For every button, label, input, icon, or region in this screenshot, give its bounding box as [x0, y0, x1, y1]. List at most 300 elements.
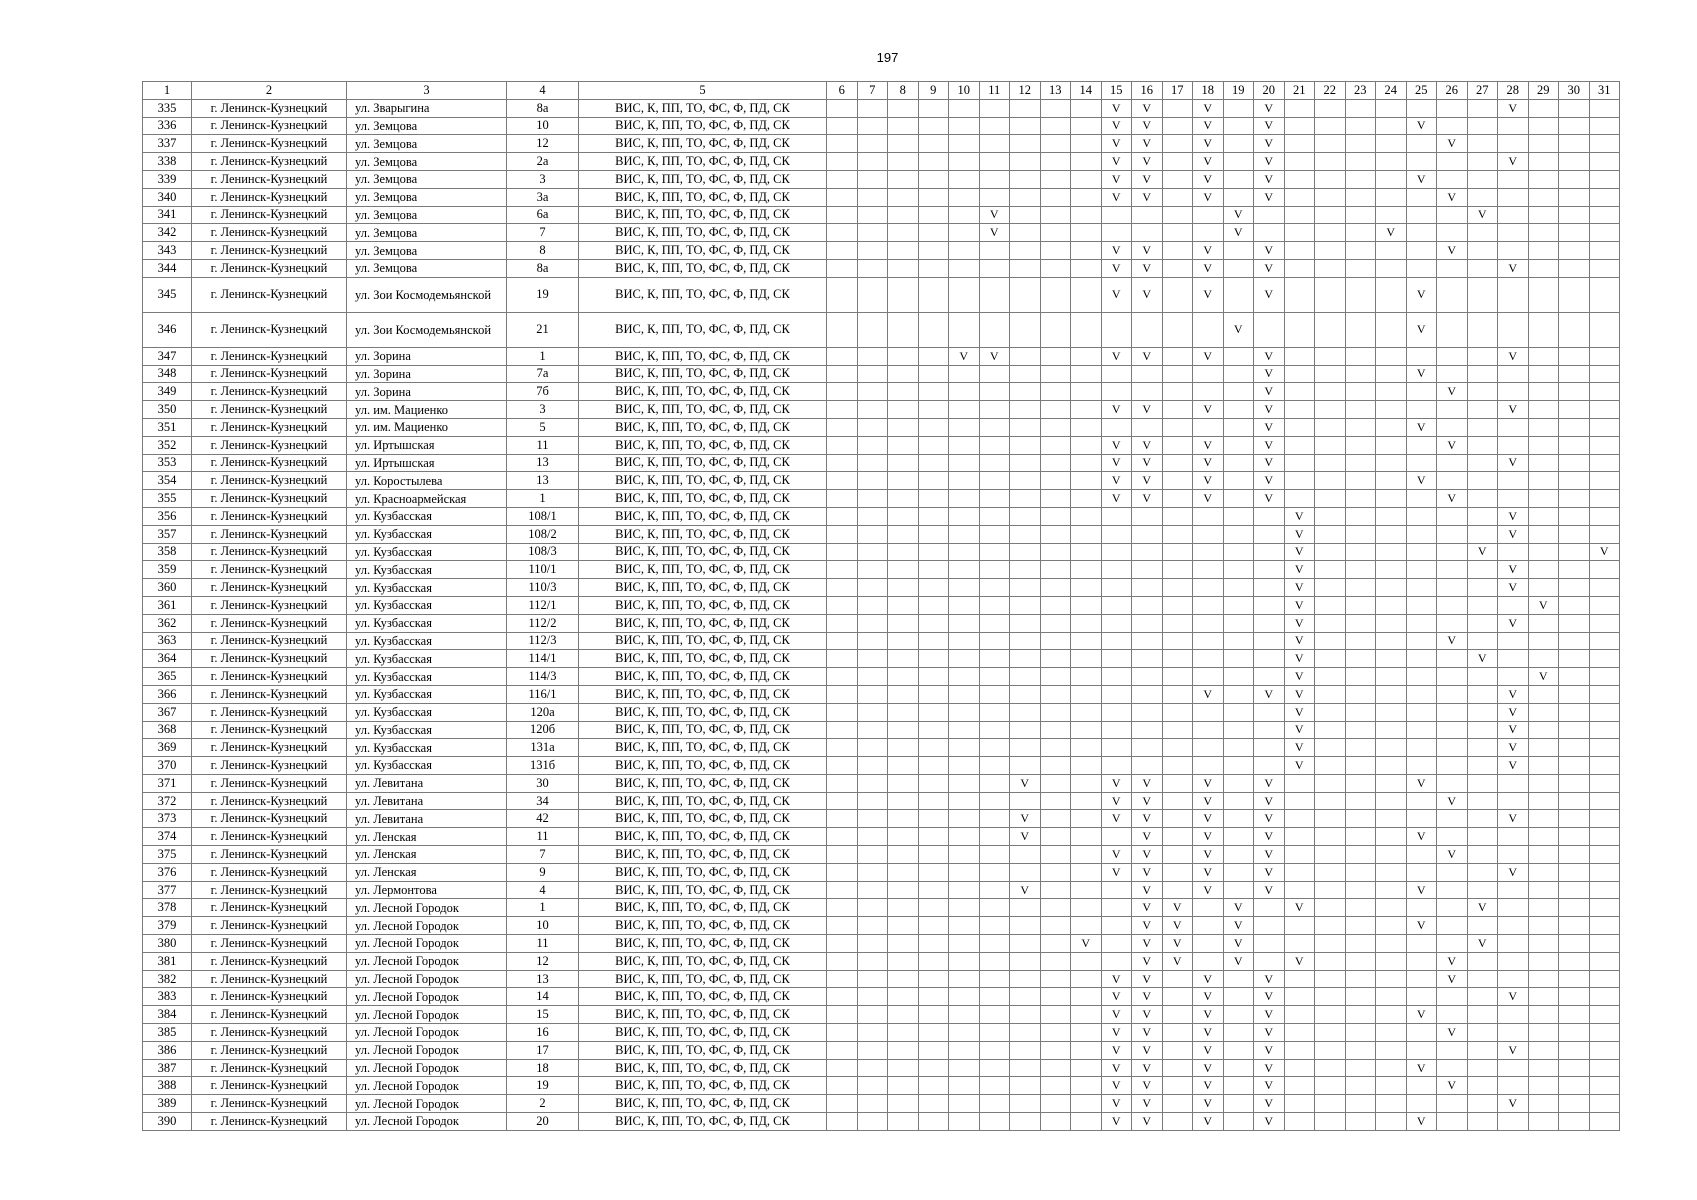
- table-row: [143, 153, 1620, 171]
- mark-cell-21: [1284, 1113, 1315, 1131]
- row-number-cell: 366: [143, 685, 192, 703]
- mark-cell-13: [1040, 242, 1071, 260]
- mark-cell-21: [1284, 881, 1315, 899]
- mark-cell-8: [888, 579, 919, 597]
- mark-cell-13: [1040, 135, 1071, 153]
- row-number-cell: 373: [143, 810, 192, 828]
- mark-cell-14: [1071, 99, 1102, 117]
- mark-cell-26: [1437, 614, 1468, 632]
- mark-cell-22: [1315, 1041, 1346, 1059]
- mark-cell-29: [1528, 365, 1559, 383]
- city-cell: г. Ленинск-Кузнецкий: [192, 774, 347, 792]
- mark-cell-21: [1284, 153, 1315, 171]
- mark-cell-27: [1467, 436, 1498, 454]
- mark-cell-16: V: [1132, 1113, 1163, 1131]
- mark-cell-15: [1101, 579, 1132, 597]
- mark-cell-20: V: [1254, 277, 1285, 312]
- mark-cell-31: [1589, 472, 1620, 490]
- mark-cell-16: V: [1132, 792, 1163, 810]
- mark-cell-20: [1254, 703, 1285, 721]
- mark-cell-9: [918, 810, 949, 828]
- mark-cell-29: [1528, 472, 1559, 490]
- mark-cell-23: [1345, 579, 1376, 597]
- mark-cell-24: V: [1376, 224, 1407, 242]
- works-cell: ВИС, К, ПП, ТО, ФС, Ф, ПД, СК: [579, 988, 827, 1006]
- mark-cell-25: [1406, 1095, 1437, 1113]
- works-cell: ВИС, К, ПП, ТО, ФС, Ф, ПД, СК: [579, 170, 827, 188]
- mark-cell-10: [949, 757, 980, 775]
- table-row: [143, 507, 1620, 525]
- mark-cell-18: V: [1193, 881, 1224, 899]
- mark-cell-19: [1223, 739, 1254, 757]
- mark-cell-22: [1315, 472, 1346, 490]
- mark-cell-15: V: [1101, 347, 1132, 365]
- table-row: [143, 1006, 1620, 1024]
- mark-cell-27: [1467, 846, 1498, 864]
- mark-cell-11: [979, 418, 1010, 436]
- header-row: [143, 82, 1620, 100]
- mark-cell-30: [1559, 1059, 1590, 1077]
- mark-cell-20: [1254, 739, 1285, 757]
- mark-cell-20: V: [1254, 135, 1285, 153]
- city-cell: г. Ленинск-Кузнецкий: [192, 1041, 347, 1059]
- mark-cell-29: [1528, 561, 1559, 579]
- mark-cell-15: V: [1101, 242, 1132, 260]
- city-cell: г. Ленинск-Кузнецкий: [192, 507, 347, 525]
- mark-cell-27: [1467, 721, 1498, 739]
- mark-cell-27: [1467, 632, 1498, 650]
- mark-cell-18: V: [1193, 1113, 1224, 1131]
- mark-cell-10: [949, 561, 980, 579]
- house-number-cell: 12: [507, 952, 579, 970]
- mark-cell-10: [949, 117, 980, 135]
- mark-cell-27: [1467, 668, 1498, 686]
- mark-cell-24: [1376, 721, 1407, 739]
- house-number-cell: 15: [507, 1006, 579, 1024]
- mark-cell-18: [1193, 312, 1224, 347]
- mark-cell-6: [827, 277, 858, 312]
- mark-cell-22: [1315, 242, 1346, 260]
- mark-cell-11: [979, 881, 1010, 899]
- mark-cell-9: [918, 721, 949, 739]
- mark-cell-23: [1345, 632, 1376, 650]
- street-cell: ул. Лесной Городок: [347, 1113, 507, 1131]
- mark-cell-31: [1589, 917, 1620, 935]
- mark-cell-27: [1467, 365, 1498, 383]
- mark-cell-12: [1010, 1095, 1041, 1113]
- mark-cell-24: [1376, 454, 1407, 472]
- mark-cell-29: [1528, 703, 1559, 721]
- mark-cell-27: [1467, 792, 1498, 810]
- mark-cell-8: [888, 561, 919, 579]
- mark-cell-24: [1376, 490, 1407, 508]
- mark-cell-12: [1010, 259, 1041, 277]
- mark-cell-22: [1315, 1024, 1346, 1042]
- mark-cell-27: [1467, 347, 1498, 365]
- mark-cell-22: [1315, 561, 1346, 579]
- mark-cell-28: [1498, 650, 1529, 668]
- mark-cell-7: [857, 757, 888, 775]
- mark-cell-22: [1315, 312, 1346, 347]
- mark-cell-22: [1315, 828, 1346, 846]
- mark-cell-10: [949, 472, 980, 490]
- table-row: [143, 685, 1620, 703]
- mark-cell-25: [1406, 561, 1437, 579]
- mark-cell-12: [1010, 1059, 1041, 1077]
- mark-cell-11: [979, 774, 1010, 792]
- mark-cell-23: [1345, 828, 1376, 846]
- mark-cell-16: [1132, 668, 1163, 686]
- mark-cell-14: [1071, 242, 1102, 260]
- mark-cell-18: V: [1193, 846, 1224, 864]
- mark-cell-24: [1376, 507, 1407, 525]
- house-number-cell: 5: [507, 418, 579, 436]
- mark-cell-13: [1040, 436, 1071, 454]
- mark-cell-15: V: [1101, 277, 1132, 312]
- works-cell: ВИС, К, ПП, ТО, ФС, Ф, ПД, СК: [579, 365, 827, 383]
- mark-cell-22: [1315, 188, 1346, 206]
- mark-cell-20: V: [1254, 863, 1285, 881]
- mark-cell-12: [1010, 1006, 1041, 1024]
- mark-cell-7: [857, 881, 888, 899]
- mark-cell-28: [1498, 970, 1529, 988]
- mark-cell-24: [1376, 436, 1407, 454]
- house-number-cell: 10: [507, 917, 579, 935]
- mark-cell-31: [1589, 507, 1620, 525]
- mark-cell-31: [1589, 757, 1620, 775]
- row-number-cell: 372: [143, 792, 192, 810]
- mark-cell-18: V: [1193, 436, 1224, 454]
- mark-cell-27: [1467, 188, 1498, 206]
- street-cell: ул. Кузбасская: [347, 561, 507, 579]
- mark-cell-28: [1498, 188, 1529, 206]
- mark-cell-22: [1315, 490, 1346, 508]
- mark-cell-11: [979, 1095, 1010, 1113]
- mark-cell-18: V: [1193, 99, 1224, 117]
- table-row: [143, 810, 1620, 828]
- table-row: [143, 1041, 1620, 1059]
- mark-cell-31: [1589, 614, 1620, 632]
- mark-cell-26: [1437, 401, 1468, 419]
- mark-cell-7: [857, 401, 888, 419]
- mark-cell-10: [949, 774, 980, 792]
- mark-cell-27: [1467, 952, 1498, 970]
- mark-cell-8: [888, 650, 919, 668]
- mark-cell-28: V: [1498, 579, 1529, 597]
- mark-cell-29: [1528, 543, 1559, 561]
- mark-cell-29: [1528, 739, 1559, 757]
- mark-cell-9: [918, 792, 949, 810]
- mark-cell-15: [1101, 757, 1132, 775]
- street-cell: ул. Земцова: [347, 224, 507, 242]
- street-cell: ул. Земцова: [347, 259, 507, 277]
- column-header: 9: [918, 82, 949, 100]
- mark-cell-25: [1406, 650, 1437, 668]
- mark-cell-16: V: [1132, 1059, 1163, 1077]
- mark-cell-28: [1498, 1077, 1529, 1095]
- mark-cell-27: [1467, 170, 1498, 188]
- table-row: [143, 259, 1620, 277]
- mark-cell-31: [1589, 347, 1620, 365]
- mark-cell-18: V: [1193, 401, 1224, 419]
- mark-cell-7: [857, 135, 888, 153]
- mark-cell-10: [949, 277, 980, 312]
- mark-cell-22: [1315, 685, 1346, 703]
- mark-cell-27: [1467, 685, 1498, 703]
- works-cell: ВИС, К, ПП, ТО, ФС, Ф, ПД, СК: [579, 490, 827, 508]
- mark-cell-26: [1437, 1041, 1468, 1059]
- mark-cell-28: [1498, 543, 1529, 561]
- mark-cell-6: [827, 490, 858, 508]
- mark-cell-25: V: [1406, 365, 1437, 383]
- mark-cell-26: [1437, 1059, 1468, 1077]
- mark-cell-22: [1315, 418, 1346, 436]
- mark-cell-16: V: [1132, 881, 1163, 899]
- mark-cell-6: [827, 810, 858, 828]
- mark-cell-16: [1132, 418, 1163, 436]
- mark-cell-13: [1040, 383, 1071, 401]
- mark-cell-18: [1193, 614, 1224, 632]
- mark-cell-8: [888, 1059, 919, 1077]
- mark-cell-16: [1132, 632, 1163, 650]
- column-header: 4: [507, 82, 579, 100]
- mark-cell-19: [1223, 863, 1254, 881]
- mark-cell-25: [1406, 579, 1437, 597]
- mark-cell-20: V: [1254, 472, 1285, 490]
- mark-cell-20: V: [1254, 170, 1285, 188]
- mark-cell-29: [1528, 685, 1559, 703]
- mark-cell-31: [1589, 561, 1620, 579]
- row-number-cell: 379: [143, 917, 192, 935]
- mark-cell-9: [918, 472, 949, 490]
- mark-cell-31: [1589, 365, 1620, 383]
- mark-cell-30: [1559, 685, 1590, 703]
- mark-cell-8: [888, 259, 919, 277]
- mark-cell-26: [1437, 1006, 1468, 1024]
- mark-cell-25: V: [1406, 312, 1437, 347]
- mark-cell-11: [979, 917, 1010, 935]
- mark-cell-21: [1284, 206, 1315, 224]
- works-cell: ВИС, К, ПП, ТО, ФС, Ф, ПД, СК: [579, 703, 827, 721]
- mark-cell-14: [1071, 454, 1102, 472]
- mark-cell-30: [1559, 347, 1590, 365]
- column-header: 17: [1162, 82, 1193, 100]
- mark-cell-30: [1559, 525, 1590, 543]
- mark-cell-9: [918, 774, 949, 792]
- mark-cell-15: V: [1101, 863, 1132, 881]
- mark-cell-27: [1467, 401, 1498, 419]
- mark-cell-29: [1528, 436, 1559, 454]
- mark-cell-30: [1559, 401, 1590, 419]
- mark-cell-21: V: [1284, 614, 1315, 632]
- mark-cell-10: [949, 1095, 980, 1113]
- mark-cell-31: [1589, 792, 1620, 810]
- mark-cell-31: [1589, 988, 1620, 1006]
- mark-cell-8: [888, 685, 919, 703]
- mark-cell-18: V: [1193, 117, 1224, 135]
- mark-cell-19: [1223, 846, 1254, 864]
- mark-cell-17: [1162, 650, 1193, 668]
- mark-cell-6: [827, 1006, 858, 1024]
- mark-cell-14: [1071, 596, 1102, 614]
- mark-cell-12: [1010, 543, 1041, 561]
- mark-cell-18: V: [1193, 454, 1224, 472]
- mark-cell-24: [1376, 188, 1407, 206]
- mark-cell-23: [1345, 170, 1376, 188]
- row-number-cell: 352: [143, 436, 192, 454]
- table-row: [143, 828, 1620, 846]
- mark-cell-27: V: [1467, 206, 1498, 224]
- mark-cell-23: [1345, 757, 1376, 775]
- mark-cell-14: [1071, 561, 1102, 579]
- mark-cell-14: [1071, 206, 1102, 224]
- mark-cell-11: [979, 1113, 1010, 1131]
- table-row: [143, 277, 1620, 312]
- mark-cell-15: V: [1101, 188, 1132, 206]
- mark-cell-31: [1589, 970, 1620, 988]
- mark-cell-29: [1528, 863, 1559, 881]
- house-number-cell: 1: [507, 899, 579, 917]
- mark-cell-9: [918, 543, 949, 561]
- mark-cell-25: [1406, 632, 1437, 650]
- mark-cell-30: [1559, 1006, 1590, 1024]
- street-cell: ул. Кузбасская: [347, 650, 507, 668]
- row-number-cell: 340: [143, 188, 192, 206]
- mark-cell-11: [979, 828, 1010, 846]
- mark-cell-19: [1223, 153, 1254, 171]
- mark-cell-7: [857, 596, 888, 614]
- mark-cell-17: [1162, 1024, 1193, 1042]
- mark-cell-15: V: [1101, 117, 1132, 135]
- mark-cell-12: [1010, 507, 1041, 525]
- row-number-cell: 341: [143, 206, 192, 224]
- column-header: 22: [1315, 82, 1346, 100]
- works-cell: ВИС, К, ПП, ТО, ФС, Ф, ПД, СК: [579, 614, 827, 632]
- street-cell: ул. Левитана: [347, 792, 507, 810]
- mark-cell-30: [1559, 117, 1590, 135]
- table-row: [143, 365, 1620, 383]
- mark-cell-19: [1223, 543, 1254, 561]
- mark-cell-11: [979, 259, 1010, 277]
- mark-cell-31: [1589, 881, 1620, 899]
- table-row: [143, 703, 1620, 721]
- mark-cell-23: [1345, 846, 1376, 864]
- house-number-cell: 131б: [507, 757, 579, 775]
- works-cell: ВИС, К, ПП, ТО, ФС, Ф, ПД, СК: [579, 507, 827, 525]
- mark-cell-10: [949, 224, 980, 242]
- mark-cell-29: [1528, 507, 1559, 525]
- city-cell: г. Ленинск-Кузнецкий: [192, 347, 347, 365]
- row-number-cell: 345: [143, 277, 192, 312]
- mark-cell-21: V: [1284, 899, 1315, 917]
- mark-cell-15: V: [1101, 810, 1132, 828]
- row-number-cell: 380: [143, 935, 192, 953]
- mark-cell-10: [949, 525, 980, 543]
- row-number-cell: 338: [143, 153, 192, 171]
- page-number: 197: [876, 50, 899, 65]
- mark-cell-22: [1315, 347, 1346, 365]
- street-cell: ул. Кузбасская: [347, 579, 507, 597]
- mark-cell-11: [979, 685, 1010, 703]
- city-cell: г. Ленинск-Кузнецкий: [192, 739, 347, 757]
- mark-cell-30: [1559, 881, 1590, 899]
- mark-cell-31: [1589, 224, 1620, 242]
- mark-cell-6: [827, 418, 858, 436]
- mark-cell-16: [1132, 543, 1163, 561]
- mark-cell-7: [857, 1024, 888, 1042]
- mark-cell-18: [1193, 418, 1224, 436]
- mark-cell-10: [949, 721, 980, 739]
- mark-cell-10: [949, 899, 980, 917]
- city-cell: г. Ленинск-Кузнецкий: [192, 99, 347, 117]
- mark-cell-9: [918, 401, 949, 419]
- mark-cell-24: [1376, 792, 1407, 810]
- works-cell: ВИС, К, ПП, ТО, ФС, Ф, ПД, СК: [579, 454, 827, 472]
- mark-cell-13: [1040, 188, 1071, 206]
- mark-cell-30: [1559, 1024, 1590, 1042]
- mark-cell-14: [1071, 117, 1102, 135]
- mark-cell-16: V: [1132, 99, 1163, 117]
- mark-cell-21: [1284, 242, 1315, 260]
- house-number-cell: 16: [507, 1024, 579, 1042]
- city-cell: г. Ленинск-Кузнецкий: [192, 668, 347, 686]
- mark-cell-15: V: [1101, 988, 1132, 1006]
- mark-cell-21: [1284, 224, 1315, 242]
- mark-cell-12: [1010, 490, 1041, 508]
- mark-cell-8: [888, 507, 919, 525]
- mark-cell-24: [1376, 365, 1407, 383]
- mark-cell-17: [1162, 347, 1193, 365]
- mark-cell-29: V: [1528, 668, 1559, 686]
- mark-cell-22: [1315, 277, 1346, 312]
- mark-cell-8: [888, 454, 919, 472]
- mark-cell-28: V: [1498, 454, 1529, 472]
- mark-cell-9: [918, 632, 949, 650]
- table-row: [143, 436, 1620, 454]
- works-cell: ВИС, К, ПП, ТО, ФС, Ф, ПД, СК: [579, 224, 827, 242]
- mark-cell-20: V: [1254, 153, 1285, 171]
- row-number-cell: 381: [143, 952, 192, 970]
- house-number-cell: 120а: [507, 703, 579, 721]
- mark-cell-16: V: [1132, 135, 1163, 153]
- mark-cell-27: [1467, 99, 1498, 117]
- house-number-cell: 7б: [507, 383, 579, 401]
- mark-cell-13: [1040, 401, 1071, 419]
- street-cell: ул. Земцова: [347, 135, 507, 153]
- mark-cell-12: [1010, 579, 1041, 597]
- mark-cell-21: V: [1284, 561, 1315, 579]
- mark-cell-9: [918, 881, 949, 899]
- mark-cell-8: [888, 1006, 919, 1024]
- mark-cell-17: [1162, 846, 1193, 864]
- city-cell: г. Ленинск-Кузнецкий: [192, 917, 347, 935]
- mark-cell-21: [1284, 1006, 1315, 1024]
- row-number-cell: 390: [143, 1113, 192, 1131]
- mark-cell-23: [1345, 1077, 1376, 1095]
- mark-cell-10: [949, 988, 980, 1006]
- mark-cell-9: [918, 117, 949, 135]
- house-number-cell: 6а: [507, 206, 579, 224]
- mark-cell-9: [918, 206, 949, 224]
- mark-cell-14: [1071, 703, 1102, 721]
- mark-cell-26: [1437, 170, 1468, 188]
- mark-cell-8: [888, 170, 919, 188]
- mark-cell-11: [979, 99, 1010, 117]
- city-cell: г. Ленинск-Кузнецкий: [192, 242, 347, 260]
- mark-cell-7: [857, 507, 888, 525]
- mark-cell-14: [1071, 436, 1102, 454]
- mark-cell-13: [1040, 472, 1071, 490]
